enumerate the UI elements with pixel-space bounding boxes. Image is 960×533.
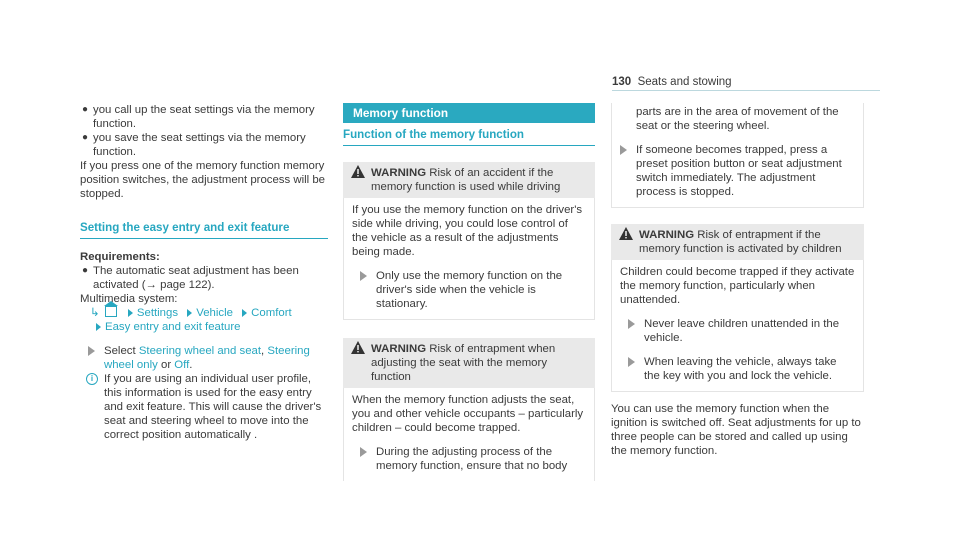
body-paragraph: You can use the memory function when the ignition is switched off. Seat adjustments for up to three people can be stored and called up using the memory function. <box>611 403 861 457</box>
page-number: 130 <box>612 76 632 88</box>
chevron-right-icon <box>128 309 133 317</box>
step-select: Select Steering wheel and seat, Steering wheel only or Off. <box>80 344 328 372</box>
return-arrow-icon: ↳ <box>90 307 100 319</box>
list-item: ● you call up the seat settings via the memory function. <box>82 104 315 130</box>
warning-step: Never leave children unattended in the vehicle. <box>620 317 855 345</box>
chevron-right-icon <box>242 309 247 317</box>
home-icon <box>105 306 117 317</box>
warning-box-2 <box>343 338 595 481</box>
step-arrow-icon <box>360 271 367 281</box>
warning-step: When leaving the vehicle, always take the key with you and lock the vehicle. <box>620 355 855 383</box>
warning-triangle-icon <box>351 341 365 354</box>
warning-step: During the adjusting process of the memory function, ensure that no body <box>352 445 586 473</box>
info-note: i If you are using an individual user profile, this information is used for the easy entry and exit feature. This will cause the driver's seat and steering wheel to move into the correct position automatically . <box>80 372 328 442</box>
section-divider <box>80 238 328 239</box>
header-divider <box>612 90 880 91</box>
nav-vehicle[interactable]: Vehicle <box>196 307 233 319</box>
nav-easy-entry[interactable]: Easy entry and exit feature <box>105 321 241 333</box>
memory-function-heading: Memory function <box>343 103 595 123</box>
option-steering-wheel-only[interactable]: Steering wheel only <box>104 345 310 371</box>
nav-comfort[interactable]: Comfort <box>251 307 292 319</box>
column-3 <box>611 103 864 458</box>
warning-triangle-icon <box>619 227 633 240</box>
step-arrow-icon <box>88 346 95 356</box>
warning-step: If someone becomes trapped, press a preset position button or seat adjustment switch immediately. The adjustment process is stopped. <box>620 143 855 199</box>
step-arrow-icon <box>620 145 627 155</box>
section-divider <box>343 145 595 146</box>
warning-header: WARNING Risk of an accident if the memory function is used while driving <box>343 162 595 198</box>
nav-settings[interactable]: Settings <box>136 307 179 319</box>
warning-box-1 <box>343 162 595 320</box>
page-header <box>612 75 732 89</box>
column-1 <box>80 103 328 442</box>
section-title: Function of the memory function <box>343 128 524 141</box>
step-arrow-icon <box>360 447 367 457</box>
section-title: Setting the easy entry and exit feature <box>80 221 290 234</box>
warning-body: If you use the memory function on the driver's side while driving, you could lose control of the vehicle as a result of the adjustments being made. Only use the memory function on the driver's side when the vehicle is stationary. <box>343 198 595 320</box>
requirement-item: ● The automatic seat adjustment has been activated (→ page 122). <box>82 265 299 291</box>
body-paragraph: If you press one of the memory function memory position switches, the adjustment process will be stopped. <box>80 160 326 200</box>
nav-path <box>80 306 328 334</box>
warning-header: WARNING Risk of entrapment if the memory function is activated by children <box>611 224 864 260</box>
warning-continuation: parts are in the area of movement of the seat or the steering wheel. If someone becomes trapped, press a preset position button or seat adjustment switch immediately. The adjustment process is stopped. <box>611 103 864 208</box>
warning-triangle-icon <box>351 165 365 178</box>
multimedia-label: Multimedia system: <box>80 293 178 305</box>
list-item: ● you save the seat settings via the memory function. <box>82 132 306 158</box>
warning-box-3 <box>611 224 864 392</box>
column-2 <box>343 103 595 481</box>
warning-header: WARNING Risk of entrapment when adjusting the seat with the memory function <box>343 338 595 388</box>
warning-body: Children could become trapped if they activate the memory function, particularly when unattended. Never leave children unattended in the vehicle. When leaving the vehicle, always take the key with you and lock the vehicle. <box>611 260 864 392</box>
requirements-label: Requirements: <box>80 251 160 263</box>
section-name: Seats and stowing <box>637 76 732 88</box>
step-arrow-icon <box>628 319 635 329</box>
warning-step: Only use the memory function on the driver's side when the vehicle is stationary. <box>352 269 586 311</box>
option-off[interactable]: Off <box>174 359 190 371</box>
chevron-right-icon <box>96 323 101 331</box>
step-arrow-icon <box>628 357 635 367</box>
info-icon: i <box>86 373 98 385</box>
chevron-right-icon <box>187 309 192 317</box>
warning-body: When the memory function adjusts the seat, you and other vehicle occupants – particularly children – could become trapped. During the adjusting process of the memory function, ensure that no body <box>343 388 595 481</box>
option-steering-wheel-and-seat[interactable]: Steering wheel and seat <box>138 345 262 357</box>
